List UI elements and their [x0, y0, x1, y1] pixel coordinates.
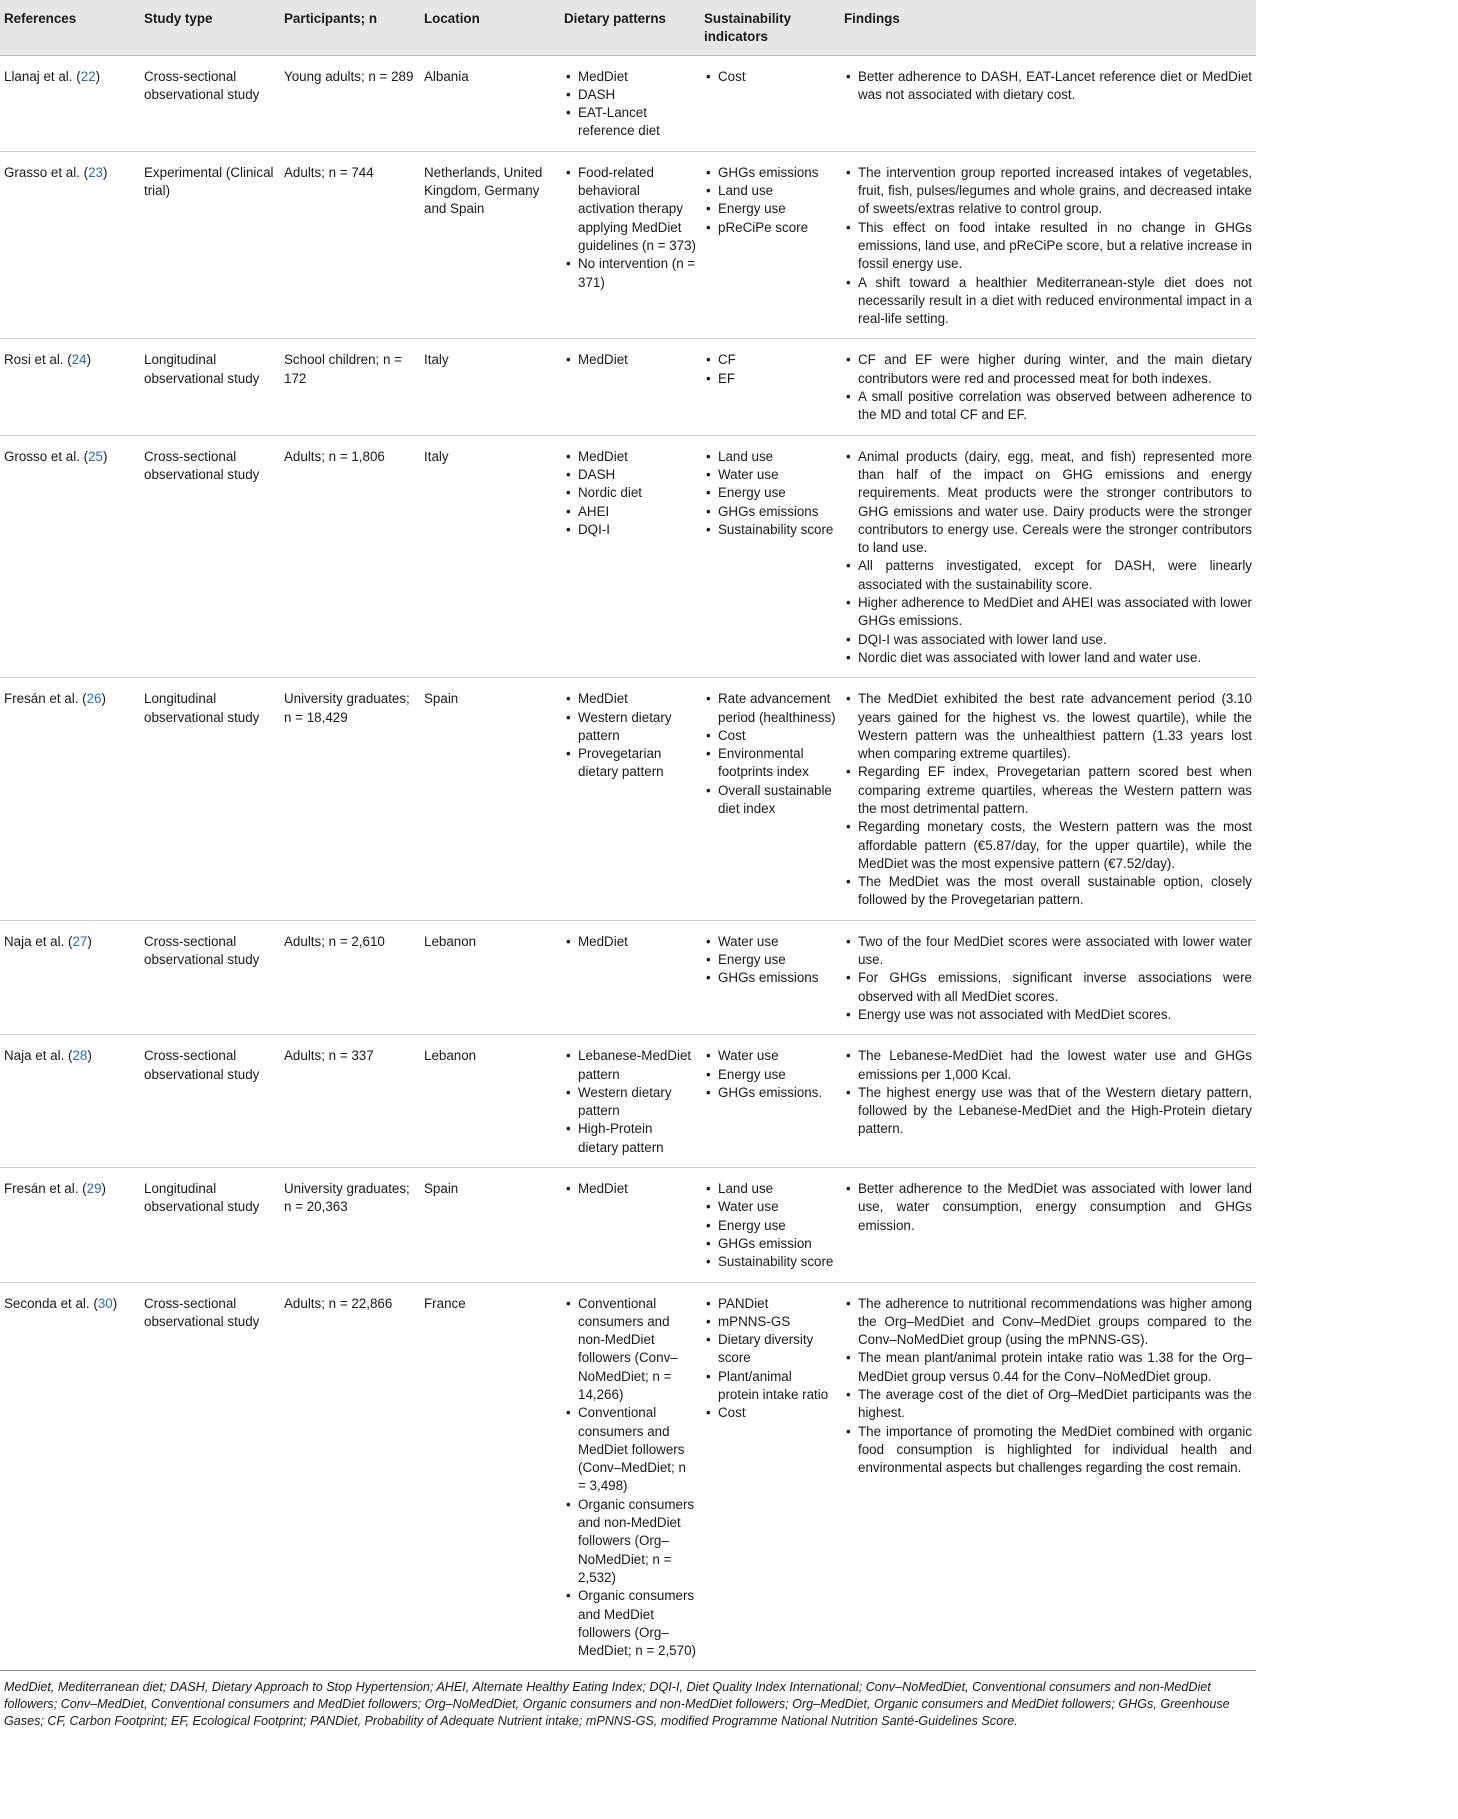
dietary-pattern-list — [564, 1180, 696, 1198]
finding-item: • Regarding EF index, Provegetarian pattern scored best when comparing extreme quartiles, whereas the Western pattern was the most detrimental pattern. — [844, 763, 1252, 818]
indicator-list — [704, 448, 836, 539]
finding-item: • Higher adherence to MedDiet and AHEI was associated with lower GHGs emissions. — [844, 594, 1252, 631]
indicator-item: • Energy use — [704, 200, 836, 218]
indicator-item: • GHGs emissions — [704, 969, 836, 987]
indicator-item: • Sustainability score — [704, 521, 836, 539]
finding-list — [844, 351, 1252, 424]
citation-link[interactable]: 28 — [72, 1048, 88, 1064]
finding-item: • Regarding monetary costs, the Western pattern was the most affordable pattern (€5.87/day, for the upper quartile), while the MedDiet was the most expensive pattern (€7.52/day). — [844, 818, 1252, 873]
citation-link[interactable]: 24 — [71, 352, 87, 368]
indicator-item: • pReCiPe score — [704, 219, 836, 237]
cell-sustainability-indicators — [700, 151, 840, 339]
indicator-item: • Water use — [704, 466, 836, 484]
cell-study-type: Cross-sectional observational study — [140, 920, 280, 1034]
reference-author: Rosi et al. — [4, 352, 64, 368]
header-participants: Participants; n — [280, 0, 420, 55]
cell-findings — [840, 339, 1256, 435]
cell-participants: Young adults; n = 289 — [280, 55, 420, 151]
citation-link[interactable]: 25 — [88, 448, 104, 464]
indicator-list — [704, 1047, 836, 1102]
cell-study-type: Experimental (Clinical trial) — [140, 151, 280, 339]
dietary-pattern-list — [564, 690, 696, 781]
header-findings: Findings — [840, 0, 1256, 55]
cell-reference: Fresán et al. (26) — [0, 678, 140, 921]
cell-study-type: Longitudinal observational study — [140, 1168, 280, 1282]
citation-link[interactable]: 30 — [97, 1295, 113, 1311]
finding-item: • A small positive correlation was observed between adherence to the MD and total CF and EF. — [844, 388, 1252, 425]
finding-item: • The MedDiet was the most overall sustainable option, closely followed by the Provegetarian pattern. — [844, 873, 1252, 910]
dietary-pattern-item: • EAT-Lancet reference diet — [564, 104, 696, 141]
finding-item: • The highest energy use was that of the Western dietary pattern, followed by the Lebanese-MedDiet and the High-Protein dietary pattern. — [844, 1084, 1252, 1139]
cell-location: Italy — [420, 435, 560, 678]
indicator-list — [704, 164, 836, 237]
cell-sustainability-indicators — [700, 55, 840, 151]
cell-findings — [840, 435, 1256, 678]
dietary-pattern-list — [564, 1047, 696, 1157]
dietary-pattern-item: • Conventional consumers and non-MedDiet followers (Conv–NoMedDiet; n = 14,266) — [564, 1295, 696, 1405]
indicator-item: • Cost — [704, 727, 836, 745]
table-body — [0, 55, 1256, 1671]
cell-findings — [840, 1282, 1256, 1671]
dietary-pattern-item: • Organic consumers and non-MedDiet followers (Org–NoMedDiet; n = 2,532) — [564, 1496, 696, 1587]
indicator-item: • Plant/animal protein intake ratio — [704, 1368, 836, 1405]
cell-sustainability-indicators — [700, 920, 840, 1034]
cell-sustainability-indicators — [700, 1035, 840, 1168]
cell-reference: Fresán et al. (29) — [0, 1168, 140, 1282]
finding-item: • The importance of promoting the MedDiet combined with organic food consumption is highlighted for individual health and environmental aspects but challenges regarding the cost remain. — [844, 1423, 1252, 1478]
cell-location: France — [420, 1282, 560, 1671]
cell-findings — [840, 920, 1256, 1034]
indicator-item: • mPNNS-GS — [704, 1313, 836, 1331]
finding-item: • This effect on food intake resulted in no change in GHGs emissions, land use, and pReCiPe score, but a relative increase in fossil energy use. — [844, 219, 1252, 274]
cell-participants: Adults; n = 337 — [280, 1035, 420, 1168]
indicator-item: • Water use — [704, 1198, 836, 1216]
indicator-item: • Land use — [704, 1180, 836, 1198]
cell-location: Netherlands, United Kingdom, Germany and Spain — [420, 151, 560, 339]
cell-location: Italy — [420, 339, 560, 435]
cell-dietary-patterns — [560, 1035, 700, 1168]
dietary-pattern-list — [564, 351, 696, 369]
indicator-list — [704, 1180, 836, 1271]
cell-participants: Adults; n = 22,866 — [280, 1282, 420, 1671]
cell-sustainability-indicators — [700, 1168, 840, 1282]
reference-author: Fresán et al. — [4, 691, 79, 707]
finding-list — [844, 933, 1252, 1024]
finding-item: • The intervention group reported increased intakes of vegetables, fruit, fish, pulses/legumes and whole grains, and decreased intake of sweets/extras relative to control group. — [844, 164, 1252, 219]
dietary-pattern-item: • MedDiet — [564, 933, 696, 951]
reference-author: Grasso et al. — [4, 164, 80, 180]
reference-author: Fresán et al. — [4, 1181, 79, 1197]
finding-item: • The Lebanese-MedDiet had the lowest water use and GHGs emissions per 1,000 Kcal. — [844, 1047, 1252, 1084]
finding-item: • Two of the four MedDiet scores were associated with lower water use. — [844, 933, 1252, 970]
cell-dietary-patterns — [560, 151, 700, 339]
cell-findings — [840, 55, 1256, 151]
cell-location: Albania — [420, 55, 560, 151]
cell-participants: Adults; n = 1,806 — [280, 435, 420, 678]
table-row — [0, 55, 1256, 151]
table-header-row — [0, 0, 1256, 55]
dietary-pattern-list — [564, 448, 696, 539]
indicator-item: • EF — [704, 370, 836, 388]
indicator-item: • Dietary diversity score — [704, 1331, 836, 1368]
finding-item: • Animal products (dairy, egg, meat, and fish) represented more than half of the impact on GHG emissions and energy requirements. Meat products were the stronger contributors to GHG emissions and water use. Dairy products were the stronger contributors to energy use. Cereals were the stronger contributors to land use. — [844, 448, 1252, 558]
cell-reference: Rosi et al. (24) — [0, 339, 140, 435]
citation-link[interactable]: 29 — [86, 1181, 102, 1197]
cell-sustainability-indicators — [700, 1282, 840, 1671]
indicator-item: • Land use — [704, 182, 836, 200]
dietary-pattern-item: • Food-related behavioral activation therapy applying MedDiet guidelines (n = 373) — [564, 164, 696, 255]
dietary-pattern-item: • DASH — [564, 86, 696, 104]
indicator-item: • Energy use — [704, 1066, 836, 1084]
reference-author: Naja et al. — [4, 1048, 65, 1064]
table-row — [0, 920, 1256, 1034]
table-row — [0, 435, 1256, 678]
indicator-item: • Overall sustainable diet index — [704, 782, 836, 819]
dietary-pattern-item: • MedDiet — [564, 1180, 696, 1198]
citation-link[interactable]: 23 — [88, 164, 104, 180]
dietary-pattern-item: • Organic consumers and MedDiet followers (Org–MedDiet; n = 2,570) — [564, 1587, 696, 1660]
cell-findings — [840, 1035, 1256, 1168]
indicator-list — [704, 933, 836, 988]
cell-participants: University graduates; n = 18,429 — [280, 678, 420, 921]
cell-reference: Naja et al. (27) — [0, 920, 140, 1034]
cell-location: Lebanon — [420, 1035, 560, 1168]
cell-findings — [840, 151, 1256, 339]
indicator-item: • Rate advancement period (healthiness) — [704, 690, 836, 727]
dietary-pattern-item: • Conventional consumers and MedDiet followers (Conv–MedDiet; n = 3,498) — [564, 1404, 696, 1495]
header-references: References — [0, 0, 140, 55]
indicator-item: • Water use — [704, 1047, 836, 1065]
citation-link[interactable]: 26 — [86, 691, 102, 707]
dietary-pattern-item: • MedDiet — [564, 68, 696, 86]
finding-list — [844, 448, 1252, 668]
cell-sustainability-indicators — [700, 678, 840, 921]
finding-list — [844, 68, 1252, 105]
reference-author: Grosso et al. — [4, 448, 80, 464]
reference-author: Seconda et al. — [4, 1295, 90, 1311]
finding-list — [844, 690, 1252, 910]
dietary-pattern-item: • MedDiet — [564, 448, 696, 466]
cell-study-type: Longitudinal observational study — [140, 339, 280, 435]
cell-findings — [840, 1168, 1256, 1282]
indicator-item: • Water use — [704, 933, 836, 951]
table-row — [0, 339, 1256, 435]
cell-dietary-patterns — [560, 1282, 700, 1671]
dietary-pattern-item: • AHEI — [564, 503, 696, 521]
dietary-pattern-item: • DASH — [564, 466, 696, 484]
finding-item: • The MedDiet exhibited the best rate advancement period (3.10 years gained for the highest vs. the lowest quartile), while the Western pattern was the unhealthiest pattern (1.33 years lost when comparing extreme quartiles). — [844, 690, 1252, 763]
cell-location: Lebanon — [420, 920, 560, 1034]
indicator-item: • GHGs emission — [704, 1235, 836, 1253]
header-location: Location — [420, 0, 560, 55]
indicator-list — [704, 1295, 836, 1423]
dietary-pattern-item: • Western dietary pattern — [564, 1084, 696, 1121]
cell-reference: Grasso et al. (23) — [0, 151, 140, 339]
finding-list — [844, 1180, 1252, 1235]
header-study-type: Study type — [140, 0, 280, 55]
cell-study-type: Cross-sectional observational study — [140, 1282, 280, 1671]
cell-dietary-patterns — [560, 920, 700, 1034]
cell-location: Spain — [420, 678, 560, 921]
indicator-item: • GHGs emissions — [704, 164, 836, 182]
dietary-pattern-list — [564, 164, 696, 292]
indicator-list — [704, 351, 836, 388]
finding-item: • A shift toward a healthier Mediterranean-style diet does not necessarily result in a diet with reduced environmental impact in a real-life setting. — [844, 274, 1252, 329]
table-row — [0, 1168, 1256, 1282]
finding-item: • Better adherence to DASH, EAT-Lancet reference diet or MedDiet was not associated with dietary cost. — [844, 68, 1252, 105]
table-row — [0, 151, 1256, 339]
citation-link[interactable]: 27 — [72, 933, 88, 949]
cell-dietary-patterns — [560, 678, 700, 921]
header-dietary-patterns: Dietary patterns — [560, 0, 700, 55]
indicator-item: • Cost — [704, 68, 836, 86]
finding-item: • For GHGs emissions, significant inverse associations were observed with all MedDiet scores. — [844, 969, 1252, 1006]
dietary-pattern-item: • MedDiet — [564, 690, 696, 708]
citation-link[interactable]: 22 — [80, 68, 96, 84]
indicator-list — [704, 68, 836, 86]
indicator-item: • Energy use — [704, 484, 836, 502]
dietary-pattern-item: • High-Protein dietary pattern — [564, 1120, 696, 1157]
indicator-item: • Land use — [704, 448, 836, 466]
dietary-pattern-list — [564, 933, 696, 951]
indicator-item: • PANDiet — [704, 1295, 836, 1313]
finding-item: • Nordic diet was associated with lower land and water use. — [844, 649, 1252, 667]
cell-reference: Naja et al. (28) — [0, 1035, 140, 1168]
dietary-pattern-item: • DQI-I — [564, 521, 696, 539]
cell-dietary-patterns — [560, 55, 700, 151]
cell-sustainability-indicators — [700, 435, 840, 678]
cell-participants: University graduates; n = 20,363 — [280, 1168, 420, 1282]
cell-study-type: Longitudinal observational study — [140, 678, 280, 921]
cell-location: Spain — [420, 1168, 560, 1282]
dietary-pattern-list — [564, 68, 696, 141]
cell-participants: School children; n = 172 — [280, 339, 420, 435]
finding-item: • Energy use was not associated with MedDiet scores. — [844, 1006, 1252, 1024]
indicator-item: • Cost — [704, 1404, 836, 1422]
cell-dietary-patterns — [560, 435, 700, 678]
table-row — [0, 1282, 1256, 1671]
indicator-item: • CF — [704, 351, 836, 369]
indicator-item: • GHGs emissions. — [704, 1084, 836, 1102]
cell-dietary-patterns — [560, 339, 700, 435]
finding-item: • CF and EF were higher during winter, and the main dietary contributors were red and processed meat for both indexes. — [844, 351, 1252, 388]
indicator-item: • Environmental footprints index — [704, 745, 836, 782]
table-footnote: MedDiet, Mediterranean diet; DASH, Dietary Approach to Stop Hypertension; AHEI, Alternate Healthy Eating Index; DQI-I, Diet Quality Index International; Conv–NoMedDiet, Conventional consumers and non-MedDiet followers; Conv–MedDiet, Conventional consumers and MedDiet followers; Org–NoMedDiet, Organic consumers and non-MedDiet followers; Org–MedDiet, Organic consumers and MedDiet followers; GHGs, Greenhouse Gases; CF, Carbon Footprint; EF, Ecological Footprint; PANDiet, Probability of Adequate Nutrient intake; mPNNS-GS, modified Programme National Nutrition Santé-Guidelines Score. — [4, 1680, 1230, 1729]
indicator-item: • Sustainability score — [704, 1253, 836, 1271]
header-sustainability-indicators: Sustainability indicators — [700, 0, 840, 55]
finding-list — [844, 1295, 1252, 1478]
reference-author: Naja et al. — [4, 933, 65, 949]
dietary-pattern-item: • Western dietary pattern — [564, 709, 696, 746]
cell-study-type: Cross-sectional observational study — [140, 435, 280, 678]
cell-reference: Llanaj et al. (22) — [0, 55, 140, 151]
finding-list — [844, 164, 1252, 329]
finding-list — [844, 1047, 1252, 1138]
dietary-pattern-item: • Nordic diet — [564, 484, 696, 502]
cell-study-type: Cross-sectional observational study — [140, 55, 280, 151]
finding-item: • The average cost of the diet of Org–MedDiet participants was the highest. — [844, 1386, 1252, 1423]
finding-item: • The mean plant/animal protein intake ratio was 1.38 for the Org–MedDiet group versus 0.44 for the Conv–NoMedDiet group. — [844, 1349, 1252, 1386]
dietary-pattern-list — [564, 1295, 696, 1661]
finding-item: • DQI-I was associated with lower land use. — [844, 631, 1252, 649]
table-row — [0, 678, 1256, 921]
indicator-item: • Energy use — [704, 1217, 836, 1235]
reference-author: Llanaj et al. — [4, 68, 73, 84]
dietary-pattern-item: • Lebanese-MedDiet pattern — [564, 1047, 696, 1084]
finding-item: • The adherence to nutritional recommendations was higher among the Org–MedDiet and Conv–MedDiet groups compared to the Conv–NoMedDiet group (using the mPNNS-GS). — [844, 1295, 1252, 1350]
indicator-item: • GHGs emissions — [704, 503, 836, 521]
indicator-list — [704, 690, 836, 818]
cell-reference: Grosso et al. (25) — [0, 435, 140, 678]
dietary-pattern-item: • Provegetarian dietary pattern — [564, 745, 696, 782]
cell-reference: Seconda et al. (30) — [0, 1282, 140, 1671]
dietary-pattern-item: • No intervention (n = 371) — [564, 255, 696, 292]
finding-item: • Better adherence to the MedDiet was associated with lower land use, water consumption, energy consumption and GHGs emission. — [844, 1180, 1252, 1235]
finding-item: • All patterns investigated, except for DASH, were linearly associated with the sustainability score. — [844, 557, 1252, 594]
table-row — [0, 1035, 1256, 1168]
cell-participants: Adults; n = 744 — [280, 151, 420, 339]
cell-findings — [840, 678, 1256, 921]
cell-participants: Adults; n = 2,610 — [280, 920, 420, 1034]
indicator-item: • Energy use — [704, 951, 836, 969]
cell-sustainability-indicators — [700, 339, 840, 435]
cell-dietary-patterns — [560, 1168, 700, 1282]
cell-study-type: Cross-sectional observational study — [140, 1035, 280, 1168]
dietary-pattern-item: • MedDiet — [564, 351, 696, 369]
